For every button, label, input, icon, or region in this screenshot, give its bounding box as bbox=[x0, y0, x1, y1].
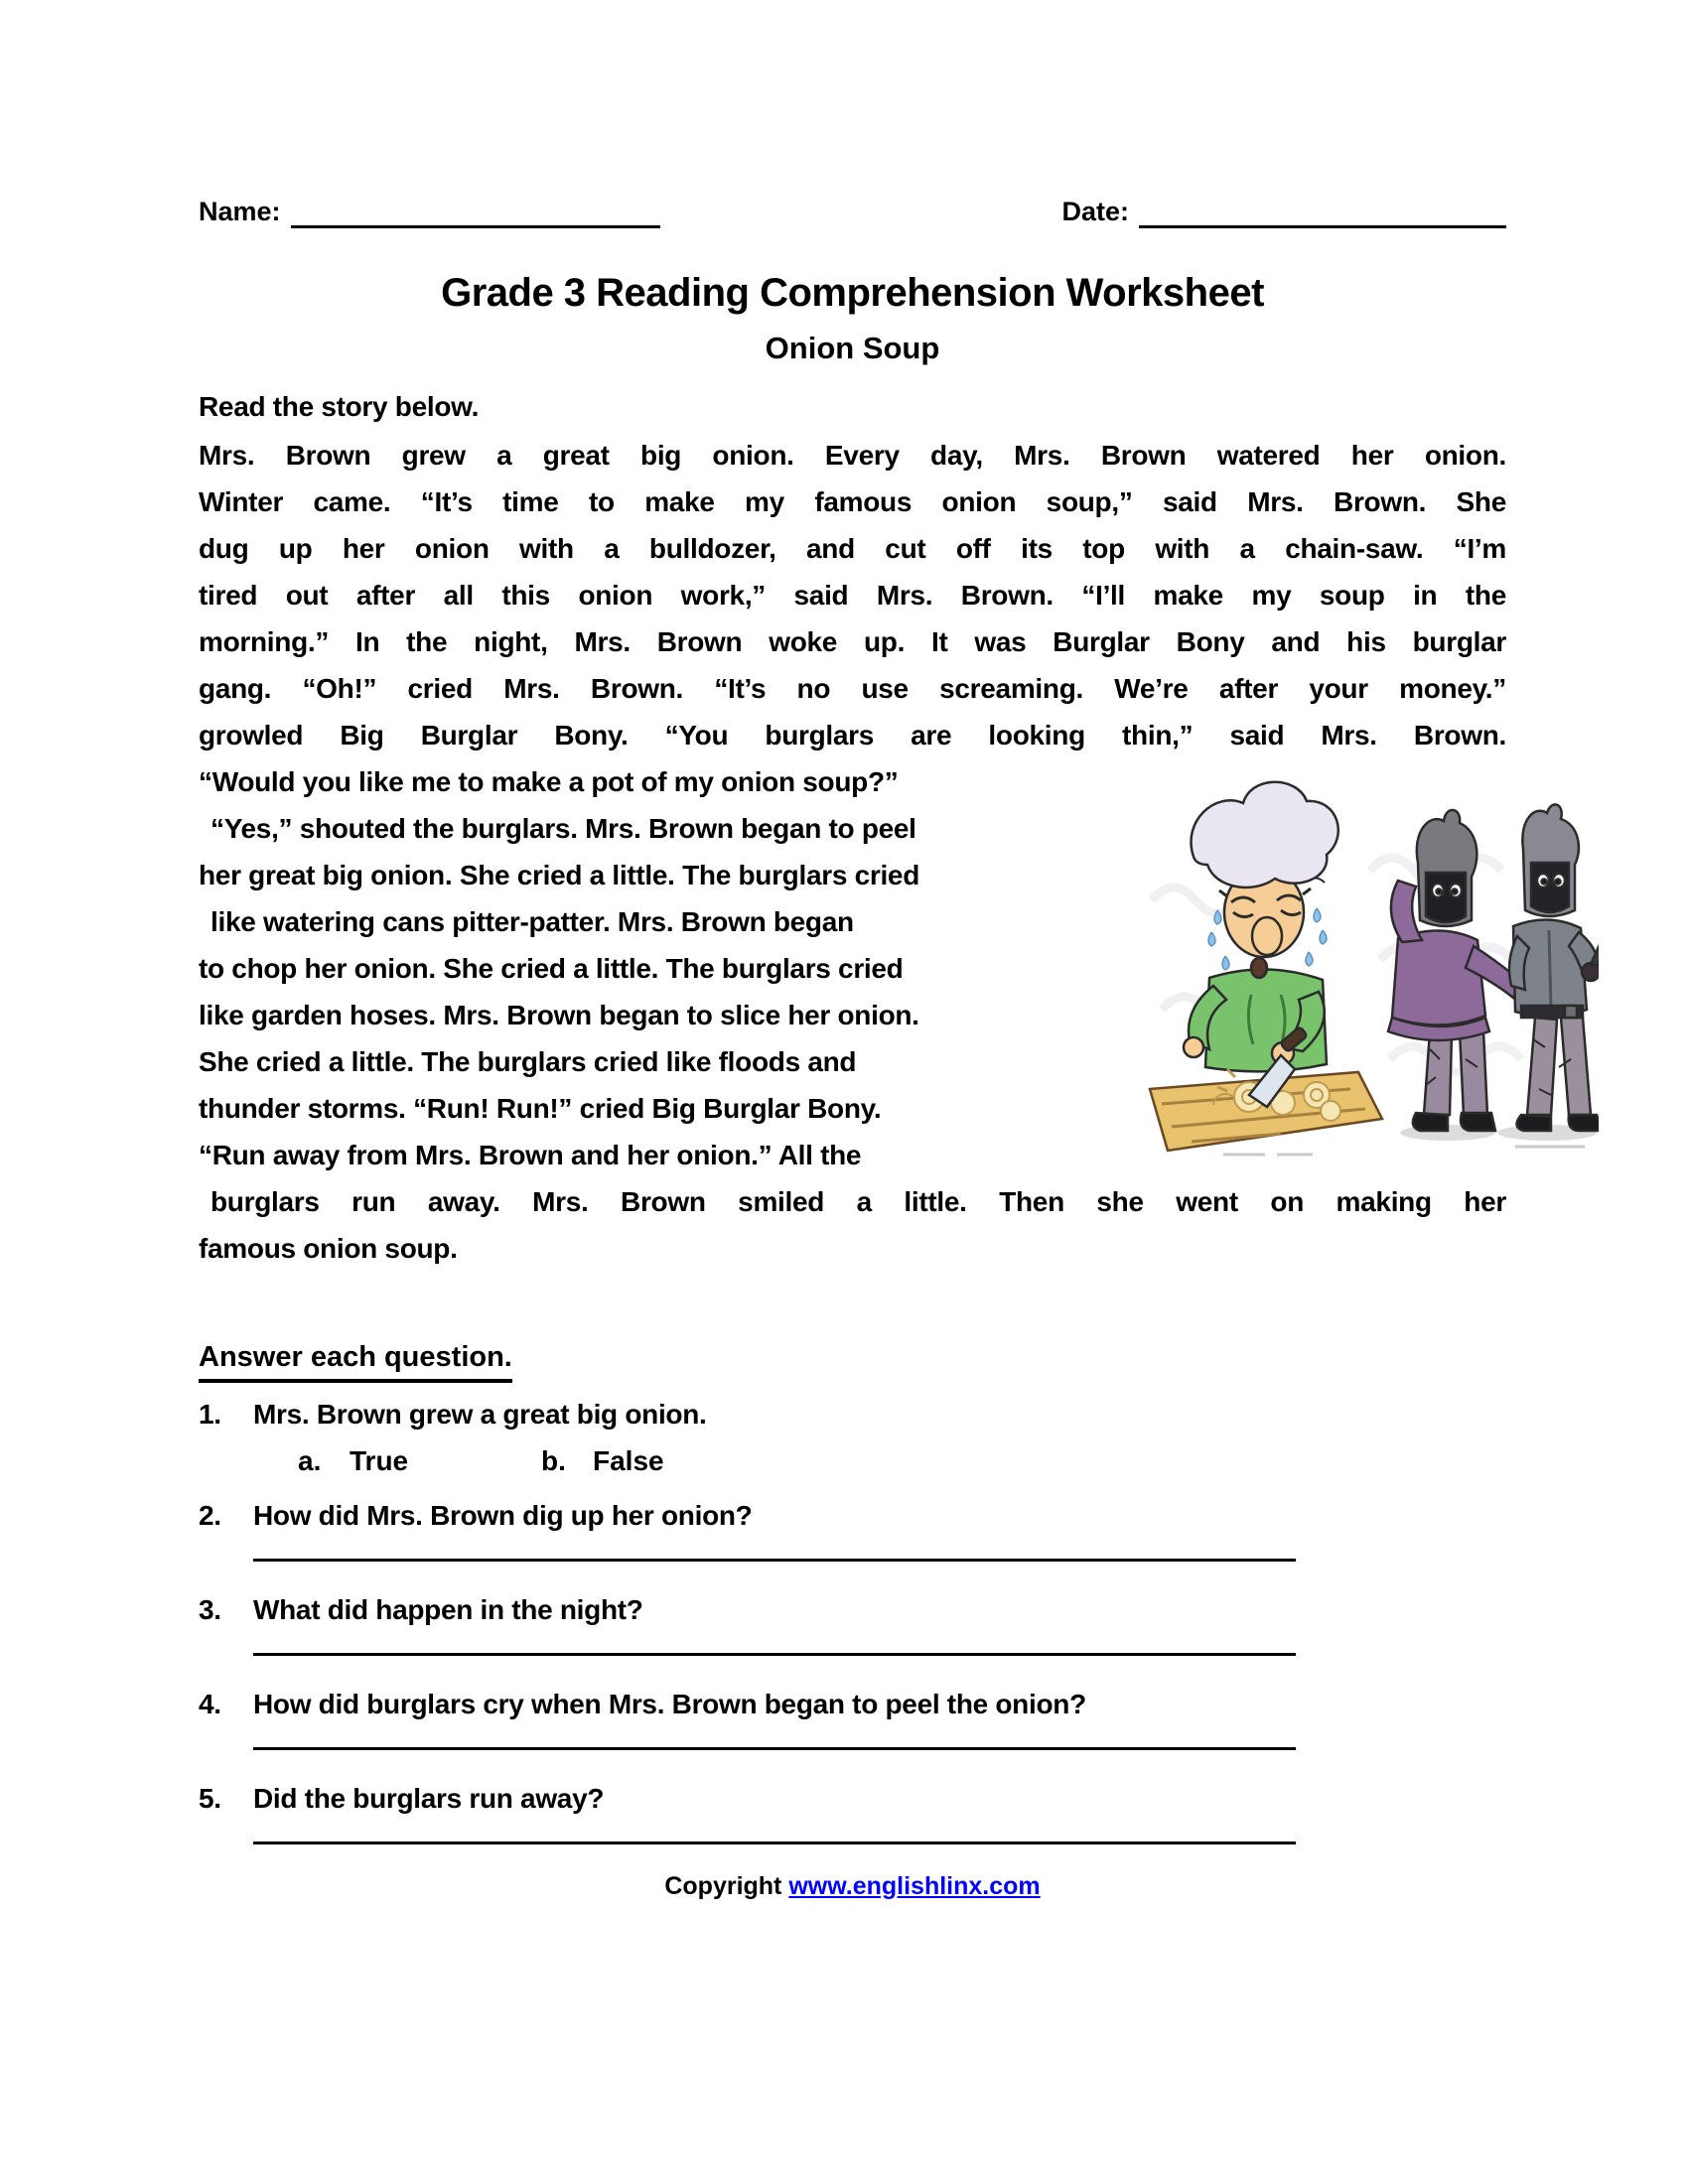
chef-clipart bbox=[1150, 782, 1382, 1155]
story-line: “Run away from Mrs. Brown and her onion.” All the bbox=[199, 1140, 862, 1170]
story-line: She cried a little. The burglars cried like floods and bbox=[199, 1046, 857, 1077]
question-1-options bbox=[199, 1437, 1506, 1484]
story-illustration bbox=[1132, 761, 1599, 1157]
story-illustration-svg bbox=[1132, 761, 1599, 1157]
story-line: growled Big Burglar Bony. “You burglars are looking thin,” said Mrs. Brown. bbox=[199, 720, 1506, 751]
question-2-text: How did Mrs. Brown dig up her onion? bbox=[253, 1500, 753, 1531]
story-text bbox=[199, 432, 1506, 1272]
answer-line-q3 bbox=[253, 1653, 1296, 1656]
story-line: like garden hoses. Mrs. Brown began to slice her onion. bbox=[199, 1000, 919, 1030]
story-line: like watering cans pitter-patter. Mrs. Brown began bbox=[211, 906, 854, 937]
question-5 bbox=[199, 1775, 1506, 1822]
copyright-label: Copyright bbox=[664, 1872, 782, 1900]
question-5-number: 5. bbox=[199, 1783, 221, 1814]
option-b bbox=[541, 1437, 664, 1484]
answer-line-q2 bbox=[253, 1559, 1296, 1562]
story-line: Mrs. Brown grew a great big onion. Every day, Mrs. Brown watered her onion. bbox=[199, 440, 1506, 471]
question-5-text: Did the burglars run away? bbox=[253, 1783, 605, 1814]
answer-line-q4 bbox=[253, 1747, 1296, 1750]
questions-section bbox=[199, 1337, 1506, 1844]
questions-heading: Answer each question. bbox=[199, 1337, 512, 1383]
story-line: to chop her onion. She cried a little. The burglars cried bbox=[199, 953, 904, 984]
name-blank-line bbox=[291, 196, 660, 228]
page-title: Grade 3 Reading Comprehension Worksheet bbox=[441, 271, 1264, 315]
option-b-label: b. bbox=[541, 1445, 566, 1476]
footer bbox=[199, 1869, 1506, 1903]
story-line: dug up her onion with a bulldozer, and cut off its top with a chain-saw. “I’m bbox=[199, 533, 1506, 564]
date-label: Date: bbox=[1061, 197, 1129, 226]
option-a-text: True bbox=[350, 1445, 409, 1476]
story-title: Onion Soup bbox=[765, 331, 940, 365]
question-3 bbox=[199, 1586, 1506, 1633]
story-line: morning.” In the night, Mrs. Brown woke up. It was Burglar Bony and his burglar bbox=[199, 626, 1506, 657]
question-1-text: Mrs. Brown grew a great big onion. bbox=[253, 1399, 707, 1430]
story-line: Winter came. “It’s time to make my famous onion soup,” said Mrs. Brown. She bbox=[199, 486, 1506, 517]
question-1-number: 1. bbox=[199, 1399, 221, 1430]
story-line: her great big onion. She cried a little. The burglars cried bbox=[199, 860, 920, 890]
story-line: gang. “Oh!” cried Mrs. Brown. “It’s no use screaming. We’re after your money.” bbox=[199, 673, 1506, 704]
date-blank-line bbox=[1139, 196, 1506, 228]
option-b-text: False bbox=[593, 1445, 664, 1476]
question-4 bbox=[199, 1681, 1506, 1727]
story-line: burglars run away. Mrs. Brown smiled a little. Then she went on making her bbox=[211, 1186, 1506, 1217]
question-3-text: What did happen in the night? bbox=[253, 1594, 643, 1625]
question-4-number: 4. bbox=[199, 1689, 221, 1719]
name-label: Name: bbox=[199, 197, 281, 226]
question-3-number: 3. bbox=[199, 1594, 221, 1625]
story-line: “Would you like me to make a pot of my onion soup?” bbox=[199, 766, 899, 797]
name-date-row bbox=[199, 0, 1506, 228]
question-2 bbox=[199, 1492, 1506, 1539]
option-a-label: a. bbox=[298, 1445, 322, 1476]
read-instruction: Read the story below. bbox=[199, 391, 480, 422]
question-1 bbox=[199, 1391, 1506, 1437]
copyright-link[interactable]: www.englishlinx.com bbox=[788, 1872, 1041, 1900]
story-line: “Yes,” shouted the burglars. Mrs. Brown began to peel bbox=[211, 813, 916, 844]
option-a bbox=[298, 1437, 541, 1484]
story-line: thunder storms. “Run! Run!” cried Big Burglar Bony. bbox=[199, 1093, 882, 1124]
story-line: tired out after all this onion work,” said Mrs. Brown. “I’ll make my soup in the bbox=[199, 580, 1506, 611]
story-line: famous onion soup. bbox=[199, 1233, 458, 1264]
worksheet-page bbox=[199, 0, 1506, 1903]
burglars-clipart bbox=[1388, 804, 1599, 1147]
question-4-text: How did burglars cry when Mrs. Brown began to peel the onion? bbox=[253, 1689, 1086, 1719]
question-2-number: 2. bbox=[199, 1500, 221, 1531]
answer-line-q5 bbox=[253, 1842, 1296, 1844]
